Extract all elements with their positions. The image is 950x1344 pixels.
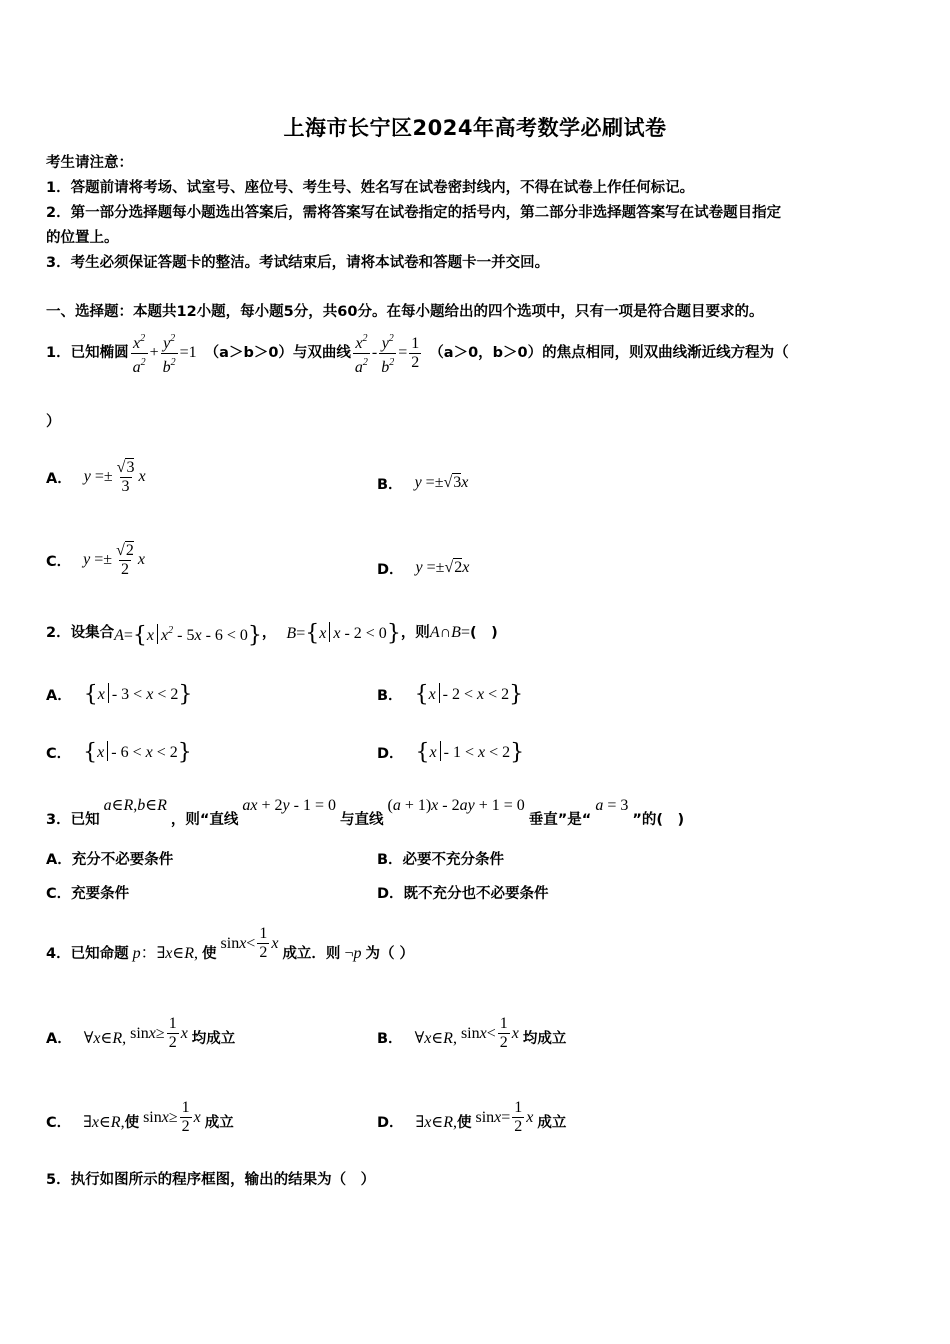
option-label: D． (377, 745, 404, 762)
option-a-quantifier: ∀x∈R, (83, 1030, 127, 1047)
question-4 (46, 920, 414, 968)
proposition-p: p：∃x∈R, (132, 945, 199, 962)
option-label: B． (377, 687, 403, 704)
q4-wei: 为（ ） (365, 946, 415, 962)
option-d-equation: sin x = $\frac{1}{2}$ x (475, 1099, 534, 1135)
option-c-formula: y =± $\frac{√2}{2}$ x (83, 541, 145, 578)
set-b: B={x x - 2 < 0} (286, 621, 401, 646)
q1-prefix: 1．已知椭圆 (46, 345, 129, 361)
option-label: C． (46, 553, 72, 570)
q3-option-a[interactable]: A．充分不必要条件 (46, 852, 174, 868)
q4-prefix: 4．已知命题 (46, 946, 129, 962)
option-label: A． (46, 470, 72, 487)
option-label: D． (377, 1115, 404, 1131)
option-label: D． (377, 561, 404, 578)
q3-option-c[interactable]: C．充要条件 (46, 886, 130, 902)
question-2 (46, 615, 498, 651)
q2-option-d[interactable] (377, 734, 524, 770)
option-c-set: {x - 6 < x < 2} (83, 739, 192, 765)
set-a: A={x $x^2 - 5x - 6 < 0$} (114, 622, 262, 648)
q3-mid2: 与直线 (339, 812, 384, 828)
a-equals-3: a = 3 (595, 797, 629, 814)
option-label: B． (377, 1031, 403, 1047)
q2-option-a[interactable] (46, 676, 192, 712)
option-b-quantifier: ∀x∈R, (414, 1030, 457, 1047)
q2-prefix: 2．设集合 (46, 625, 115, 641)
option-b-suffix: 均成立 (522, 1031, 567, 1047)
q3-option-d[interactable]: D．既不充分也不必要条件 (377, 886, 549, 902)
q1-condition: （a＞b＞0）与双曲线 (204, 345, 351, 361)
option-label: B． (377, 476, 403, 493)
option-a-suffix: 均成立 (191, 1031, 236, 1047)
notice-line-1: 1．答题前请将考场、试室号、座位号、考生号、姓名写在试卷密封线内，不得在试卷上作任何标记。 (46, 180, 695, 196)
line-2-equation: (a + 1)x - 2ay + 1 = 0 (387, 797, 525, 814)
notice-heading: 考生请注意： (46, 155, 133, 171)
option-label: A． (46, 687, 72, 704)
hyperbola-equation: $\frac{x^2}{a^2}$ - $\frac{y^2}{b^2}$ = $\frac{1}{2}$ (354, 332, 420, 376)
q1-close-paren: ） (46, 414, 61, 430)
q2-paren: ( ) (469, 625, 498, 641)
q4-shi: 使 (202, 946, 217, 962)
line-1-equation: ax + 2y - 1 = 0 (242, 797, 336, 814)
option-b-inequality: sin x < $\frac{1}{2}$ x (460, 1015, 519, 1051)
q4-cheng: 成立．则 (282, 946, 341, 962)
q3-mid1: ，则“直线 (170, 812, 239, 828)
page-title: 上海市长宁区2024年高考数学必刷试卷 (283, 116, 667, 140)
option-b-formula: y =±√3x (414, 474, 469, 491)
q4-option-c[interactable] (46, 1092, 234, 1142)
q4-option-a[interactable] (46, 1008, 235, 1058)
q1-option-d[interactable] (377, 550, 469, 586)
option-d-set: {x - 1 < x < 2} (415, 739, 525, 765)
q4-option-b[interactable] (377, 1008, 566, 1058)
q4-inequality: sin x < $\frac{1}{2}$ x (220, 925, 279, 961)
option-b-set: {x - 2 < x < 2} (414, 681, 524, 707)
option-c-shi: 使 (124, 1115, 140, 1131)
q3-mid3: 垂直”是“ (528, 812, 592, 828)
question-5: 5．执行如图所示的程序框图，输出的结果为（ ） (46, 1172, 376, 1188)
option-a-inequality: sin x ≥ $\frac{1}{2}$ x (130, 1015, 188, 1051)
q1-question: （a＞0，b＞0）的焦点相同，则双曲线渐近线方程为（ (429, 345, 789, 361)
option-d-shi: 使 (456, 1115, 472, 1131)
option-d-formula: y =±√2x (415, 559, 470, 576)
option-d-quantifier: ∃x∈R, (415, 1114, 457, 1131)
section-heading: 一、选择题：本题共12小题，每小题5分，共60分。在每小题给出的四个选项中，只有一项是符合题目要求的。 (46, 304, 764, 320)
option-a-set: {x - 3 < x < 2} (83, 681, 193, 707)
option-d-suffix: 成立 (537, 1115, 567, 1131)
q2-post: ，则 (400, 625, 430, 641)
q2-option-c[interactable] (46, 734, 192, 770)
q2-sep: ， (261, 625, 277, 641)
option-c-suffix: 成立 (204, 1115, 234, 1131)
notice-line-3: 3．考生必须保证答题卡的整洁。考试结束后，请将本试卷和答题卡一并交回。 (46, 255, 550, 271)
question-1 (46, 328, 789, 378)
option-c-inequality: sin x ≥ $\frac{1}{2}$ x (143, 1099, 201, 1135)
not-p: ¬p (344, 945, 362, 962)
q1-option-b[interactable] (377, 465, 468, 501)
q3-option-b[interactable]: B．必要不充分条件 (377, 852, 505, 868)
option-c-quantifier: ∃x∈R, (83, 1114, 125, 1131)
option-label: C． (46, 1115, 72, 1131)
option-a-formula: y =± $\frac{√3}{3}$ x (83, 458, 146, 495)
q4-option-d[interactable] (377, 1092, 566, 1142)
q2-option-b[interactable] (377, 676, 523, 712)
q1-option-c[interactable] (46, 535, 145, 585)
notice-line-2-cont: 的位置上。 (46, 230, 119, 246)
intersection: A∩B= (429, 624, 470, 641)
q3-condition-math: a∈R,b∈R (103, 797, 167, 814)
notice-line-2: 2．第一部分选择题每小题选出答案后，需将答案写在试卷指定的括号内，第二部分非选择题答案写在试卷题目指定 (46, 205, 782, 221)
question-3 (46, 790, 684, 830)
option-label: A． (46, 1031, 72, 1047)
option-label: C． (46, 745, 72, 762)
q3-end: ”的( ) (632, 812, 685, 828)
q3-prefix: 3．已知 (46, 812, 100, 828)
q1-option-a[interactable] (46, 452, 146, 502)
ellipse-equation: $\frac{x^2}{a^2}$ + $\frac{y^2}{b^2}$ =1 (132, 332, 197, 376)
